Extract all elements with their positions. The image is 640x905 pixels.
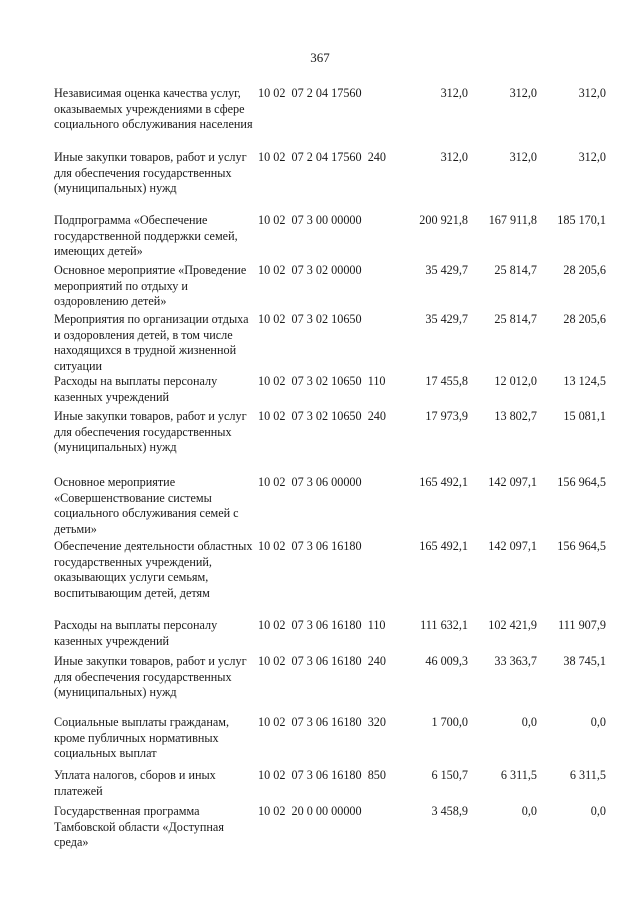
row-value-3: 15 081,1 — [563, 409, 606, 423]
table-row — [0, 768, 640, 804]
row-value-2: 142 097,1 — [488, 539, 537, 553]
table-row — [0, 374, 640, 409]
page-number: 367 — [310, 50, 330, 65]
row-value-1: 35 429,7 — [425, 312, 468, 326]
row-value-1: 312,0 — [440, 150, 468, 164]
row-value-1: 35 429,7 — [425, 263, 468, 277]
row-value-3: 0,0 — [590, 715, 606, 729]
row-value-3: 156 964,5 — [557, 539, 606, 553]
row-code: 10 02 07 3 06 16180 850 — [258, 768, 386, 782]
row-code: 10 02 07 2 04 17560 — [258, 86, 362, 100]
row-value-1: 17 455,8 — [425, 374, 468, 388]
row-value-2: 142 097,1 — [488, 475, 537, 489]
row-value-1: 1 700,0 — [431, 715, 468, 729]
table-row — [0, 263, 640, 312]
row-value-2: 13 802,7 — [494, 409, 537, 423]
table-row — [0, 150, 640, 213]
row-name: Иные закупки товаров, работ и услуг для обеспечения государственных (муниципальных) нужд — [54, 409, 247, 454]
table-row — [0, 312, 640, 374]
row-value-1: 312,0 — [440, 86, 468, 100]
row-name: Подпрограмма «Обеспечение государственной поддержки семей, имеющих детей» — [54, 213, 238, 258]
row-code: 10 02 07 2 04 17560 240 — [258, 150, 386, 164]
row-code: 10 02 07 3 02 00000 — [258, 263, 362, 277]
row-value-3: 185 170,1 — [557, 213, 606, 227]
row-value-2: 12 012,0 — [494, 374, 537, 388]
row-code: 10 02 07 3 06 16180 240 — [258, 654, 386, 668]
table-row — [0, 213, 640, 263]
row-code: 10 02 07 3 06 00000 — [258, 475, 362, 489]
row-code: 10 02 07 3 02 10650 240 — [258, 409, 386, 423]
row-value-2: 102 421,9 — [488, 618, 537, 632]
row-value-2: 33 363,7 — [494, 654, 537, 668]
row-value-1: 46 009,3 — [425, 654, 468, 668]
row-name: Уплата налогов, сборов и иных платежей — [54, 768, 216, 798]
row-value-3: 0,0 — [590, 804, 606, 818]
row-value-3: 111 907,9 — [558, 618, 606, 632]
table-row — [0, 409, 640, 475]
row-name: Социальные выплаты гражданам, кроме публичных нормативных социальных выплат — [54, 715, 230, 760]
row-name: Иные закупки товаров, работ и услуг для обеспечения государственных (муниципальных) нужд — [54, 150, 247, 195]
table-row — [0, 804, 640, 854]
row-value-1: 3 458,9 — [431, 804, 468, 818]
row-value-3: 6 311,5 — [569, 768, 606, 782]
budget-table — [0, 86, 640, 854]
row-name: Расходы на выплаты персоналу казенных учреждений — [54, 374, 218, 404]
row-value-2: 25 814,7 — [494, 263, 537, 277]
row-name: Основное мероприятие «Проведение мероприятий по отдыху и оздоровлению детей» — [54, 263, 247, 308]
row-value-3: 312,0 — [578, 86, 606, 100]
row-name: Независимая оценка качества услуг, оказываемых учреждениями в сфере социального обслуживания населения — [54, 86, 253, 131]
row-value-1: 165 492,1 — [419, 475, 468, 489]
row-code: 10 02 20 0 00 00000 — [258, 804, 362, 818]
row-value-2: 6 311,5 — [500, 768, 537, 782]
row-value-2: 0,0 — [521, 804, 537, 818]
row-value-2: 0,0 — [521, 715, 537, 729]
row-value-2: 167 911,8 — [488, 213, 537, 227]
table-row — [0, 475, 640, 539]
row-value-2: 312,0 — [509, 86, 537, 100]
row-code: 10 02 07 3 06 16180 110 — [258, 618, 386, 632]
row-name: Обеспечение деятельности областных государственных учреждений, оказывающих услуги семьям, воспитывающим детей, детям — [54, 539, 253, 600]
row-value-3: 13 124,5 — [563, 374, 606, 388]
table-row — [0, 654, 640, 715]
row-value-1: 165 492,1 — [419, 539, 468, 553]
row-value-1: 200 921,8 — [419, 213, 468, 227]
row-name: Мероприятия по организации отдыха и оздоровления детей, в том числе находящихся в трудной жизненной ситуации — [54, 312, 249, 373]
row-code: 10 02 07 3 02 10650 — [258, 312, 362, 326]
row-value-1: 6 150,7 — [431, 768, 468, 782]
row-value-3: 156 964,5 — [557, 475, 606, 489]
row-value-2: 25 814,7 — [494, 312, 537, 326]
table-row — [0, 715, 640, 768]
table-row — [0, 618, 640, 654]
row-name: Государственная программа Тамбовской области «Доступная среда» — [54, 804, 224, 849]
table-row — [0, 86, 640, 150]
row-name: Основное мероприятие «Совершенствование системы социального обслуживания семей с детьми» — [54, 475, 239, 536]
row-code: 10 02 07 3 06 16180 320 — [258, 715, 386, 729]
row-value-3: 28 205,6 — [563, 263, 606, 277]
row-value-1: 111 632,1 — [420, 618, 468, 632]
row-name: Расходы на выплаты персоналу казенных учреждений — [54, 618, 218, 648]
row-code: 10 02 07 3 00 00000 — [258, 213, 362, 227]
row-value-1: 17 973,9 — [425, 409, 468, 423]
table-row — [0, 539, 640, 618]
row-code: 10 02 07 3 02 10650 110 — [258, 374, 386, 388]
row-value-2: 312,0 — [509, 150, 537, 164]
row-value-3: 312,0 — [578, 150, 606, 164]
row-name: Иные закупки товаров, работ и услуг для обеспечения государственных (муниципальных) нужд — [54, 654, 247, 699]
row-code: 10 02 07 3 06 16180 — [258, 539, 362, 553]
row-value-3: 28 205,6 — [563, 312, 606, 326]
row-value-3: 38 745,1 — [563, 654, 606, 668]
